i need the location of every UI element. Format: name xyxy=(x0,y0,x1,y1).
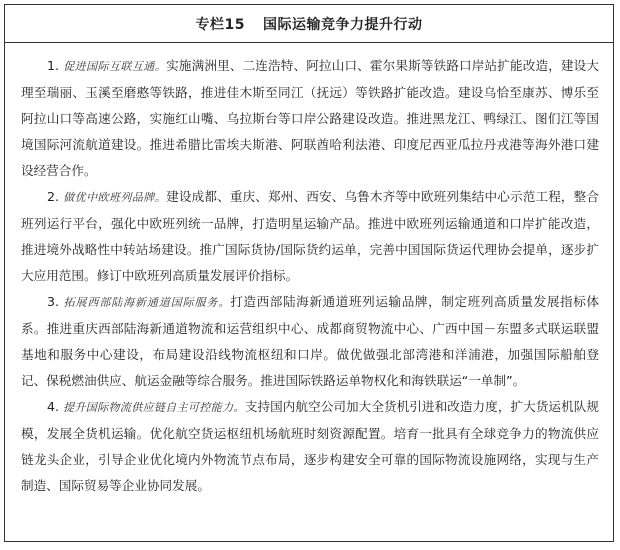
section-paragraph xyxy=(21,53,599,184)
column-box xyxy=(4,4,614,542)
section-number: 3. xyxy=(47,294,60,309)
section-body: 实施满洲里、二连浩特、阿拉山口、霍尔果斯等铁路口岸站扩能改造，建设大理至瑞丽、玉溪至磨憨等铁路，推进佳木斯至同江（抚远）等铁路扩能改造。建设乌恰至康苏、博乐至阿拉山口等高速公路，实施红山嘴、乌拉斯台等口岸公路建设改造。推进黑龙江、鸭绿江、图们江等国境国际河流航道建设。推进希腊比雷埃夫斯港、阿联酋哈利法港、印度尼西亚瓜拉丹戎港等海外港口建设经营合作。 xyxy=(21,58,599,178)
column-title: 国际运输竞争力提升行动 xyxy=(262,16,423,33)
column-label: 专栏15 xyxy=(195,16,245,33)
section-body: 打造西部陆海新通道班列运输品牌，制定班列高质量发展指标体系。推进重庆西部陆海新通道物流和运营组织中心、成都商贸物流中心、广西中国－东盟多式联运联盟基地和服务中心建设，布局建设沿线物流枢纽和口岸。做优做强北部湾港和洋浦港，加强国际船舶登记、保税燃油供应、航运金融等综合服务。推进国际铁路运单物权化和海铁联运“一单制”。 xyxy=(21,294,599,388)
section-lead: 拓展西部陆海新通道国际服务。 xyxy=(63,296,231,309)
section-number: 4. xyxy=(47,399,60,414)
section-body: 支持国内航空公司加大全货机引进和改造力度，扩大货运机队规模，发展全货机运输。优化航空货运枢纽机场航班时刻资源配置。培育一批具有全球竞争力的物流供应链龙头企业，引导企业优化境内外物流节点布局，逐步构建安全可靠的国际物流设施网络，实现与生产制造、国际贸易等企业协同发展。 xyxy=(21,399,599,493)
section-paragraph xyxy=(21,184,599,289)
section-number: 2. xyxy=(47,189,60,204)
column-title-bar xyxy=(5,5,613,43)
section-number: 1. xyxy=(47,58,60,73)
column-content xyxy=(5,43,613,499)
section-lead: 促进国际互联互通。 xyxy=(63,60,167,73)
section-lead: 做优中欧班列品牌。 xyxy=(63,191,167,204)
section-paragraph xyxy=(21,289,599,394)
section-body: 建设成都、重庆、郑州、西安、乌鲁木齐等中欧班列集结中心示范工程，整合班列运行平台，强化中欧班列统一品牌，打造明星运输产品。推进中欧班列运输通道和口岸扩能改造，推进境外战略性中转站场建设。推广国际货协/国际货约运单，完善中国国际货运代理协会提单，逐步扩大应用范围。修订中欧班列高质量发展评价指标。 xyxy=(21,189,599,283)
section-lead: 提升国际物流供应链自主可控能力。 xyxy=(63,401,245,414)
section-paragraph xyxy=(21,394,599,499)
